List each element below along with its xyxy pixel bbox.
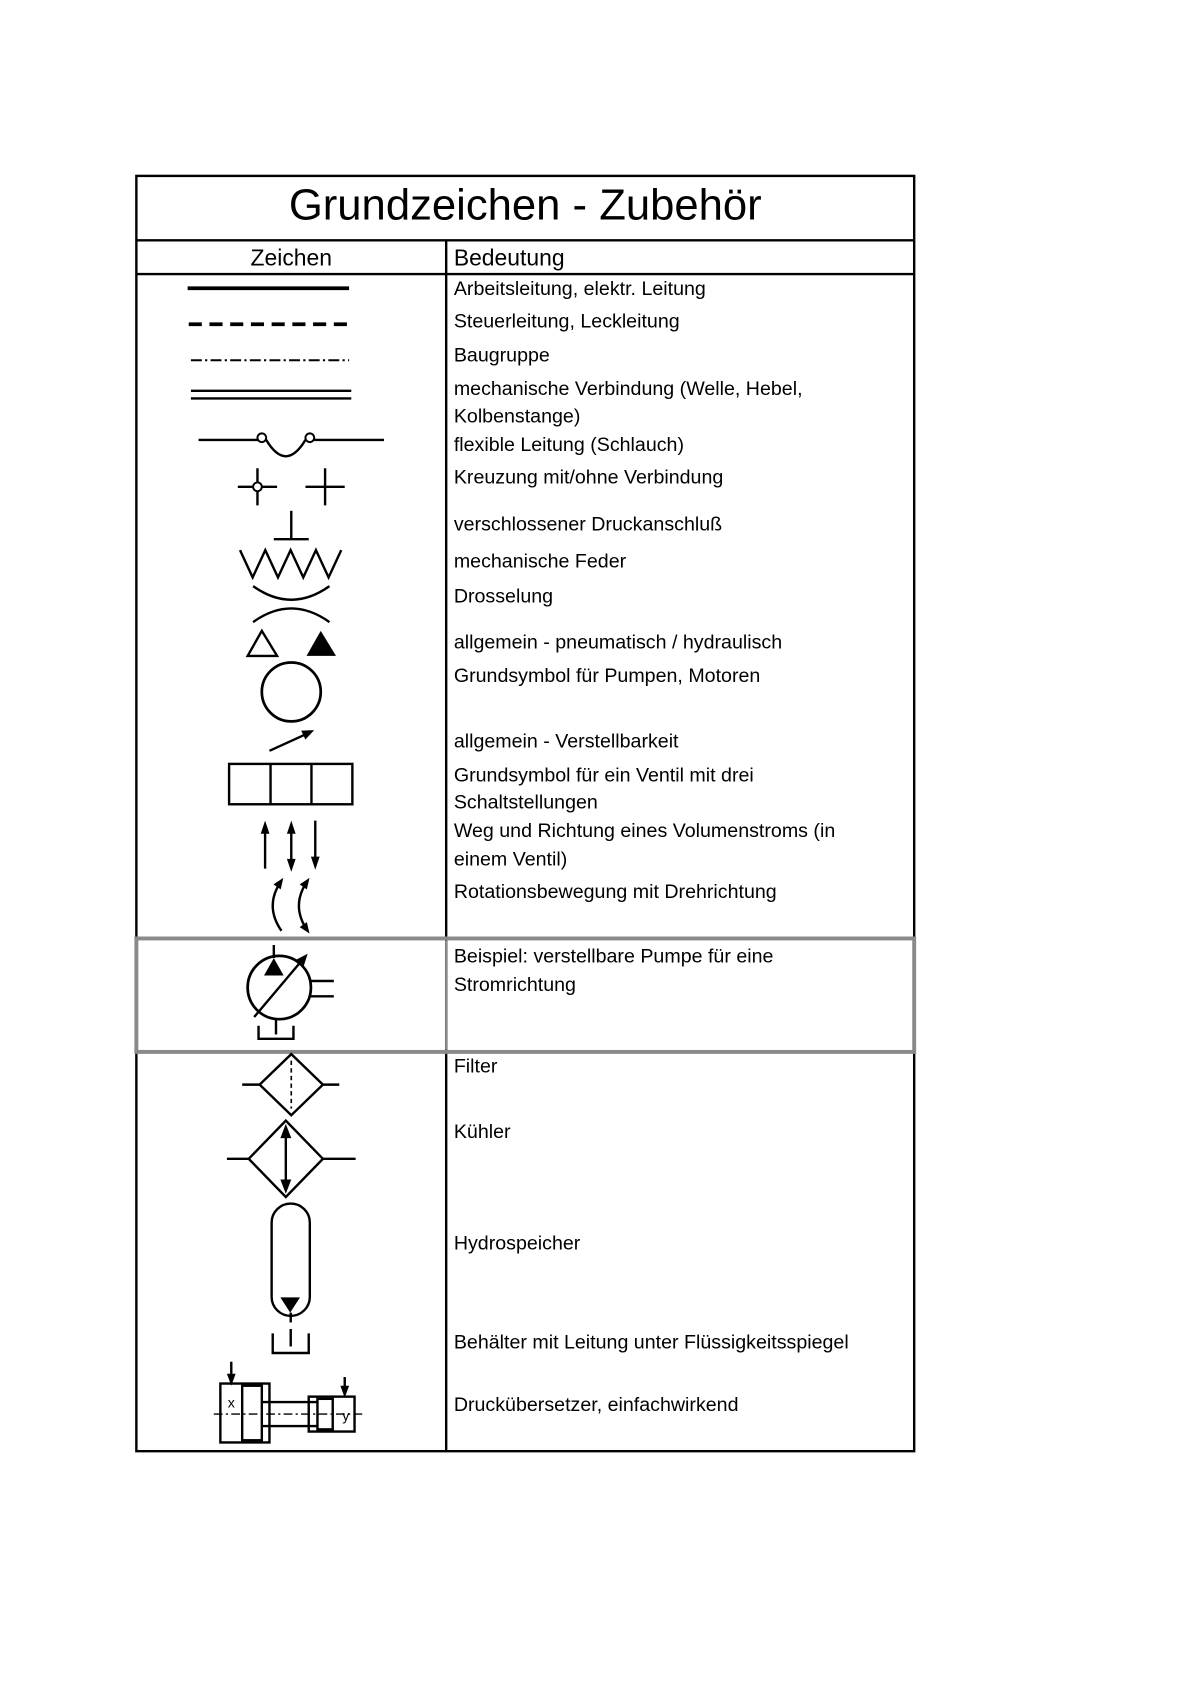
variable-pump-icon bbox=[248, 945, 334, 1039]
meaning-text: allgemein - Verstellbarkeit bbox=[453, 730, 679, 753]
cooler-icon bbox=[227, 1121, 356, 1197]
page-title: Grundzeichen - Zubehör bbox=[288, 181, 762, 230]
meaning-text: einem Ventil) bbox=[453, 848, 568, 871]
pressure-intensifier-icon bbox=[214, 1362, 365, 1443]
closed-port-icon bbox=[274, 511, 309, 539]
mechanical-connection-icon bbox=[191, 391, 351, 399]
pump-motor-circle-icon bbox=[262, 662, 321, 721]
port-label-y: y bbox=[342, 1408, 350, 1425]
pneumatic-hydraulic-triangles-icon bbox=[248, 631, 336, 656]
adjustability-arrow-icon bbox=[269, 730, 314, 751]
meaning-text: Weg und Richtung eines Volumenstroms (in bbox=[453, 819, 836, 842]
meaning-text: verschlossener Druckanschluß bbox=[453, 513, 723, 536]
column-header-sign: Zeichen bbox=[250, 244, 332, 271]
meaning-text: mechanische Feder bbox=[453, 550, 627, 573]
meaning-text: Kühler bbox=[453, 1121, 511, 1144]
meaning-text: Behälter mit Leitung unter Flüssigkeitsspiegel bbox=[453, 1331, 849, 1354]
meaning-text: Beispiel: verstellbare Pumpe für eine bbox=[453, 945, 774, 968]
meaning-text: Druckübersetzer, einfachwirkend bbox=[453, 1393, 739, 1416]
rotation-direction-icon bbox=[273, 878, 310, 934]
meaning-text: allgemein - pneumatisch / hydraulisch bbox=[453, 631, 783, 654]
accumulator-icon bbox=[272, 1204, 310, 1323]
meaning-text: Drosselung bbox=[453, 585, 554, 608]
meaning-text: Arbeitsleitung, elektr. Leitung bbox=[453, 277, 706, 300]
meaning-text: Grundsymbol für ein Ventil mit drei bbox=[453, 764, 754, 787]
flexible-hose-icon bbox=[199, 433, 384, 456]
meaning-text: flexible Leitung (Schlauch) bbox=[453, 433, 685, 456]
meaning-text: Rotationsbewegung mit Drehrichtung bbox=[453, 881, 777, 904]
meaning-text: mechanische Verbindung (Welle, Hebel, bbox=[453, 378, 803, 401]
meaning-text: Baugruppe bbox=[453, 344, 550, 367]
meaning-text: Grundsymbol für Pumpen, Motoren bbox=[453, 665, 761, 688]
three-position-valve-icon bbox=[229, 764, 352, 804]
meaning-text: Kreuzung mit/ohne Verbindung bbox=[453, 466, 724, 489]
meaning-text: Hydrospeicher bbox=[453, 1232, 581, 1255]
meaning-text: Stromrichtung bbox=[453, 973, 576, 996]
spring-icon bbox=[240, 550, 341, 577]
throttle-icon bbox=[253, 586, 329, 622]
flow-direction-arrows-icon bbox=[261, 821, 320, 872]
meaning-text: Kolbenstange) bbox=[453, 405, 581, 428]
meaning-text: Filter bbox=[453, 1055, 498, 1078]
line-crossing-icon bbox=[238, 468, 345, 505]
filter-icon bbox=[242, 1054, 339, 1115]
port-label-x: x bbox=[227, 1395, 235, 1412]
meaning-text: Steuerleitung, Leckleitung bbox=[453, 310, 680, 333]
column-header-meaning: Bedeutung bbox=[453, 244, 565, 271]
meaning-text: Schaltstellungen bbox=[453, 791, 598, 814]
tank-icon bbox=[273, 1329, 309, 1353]
